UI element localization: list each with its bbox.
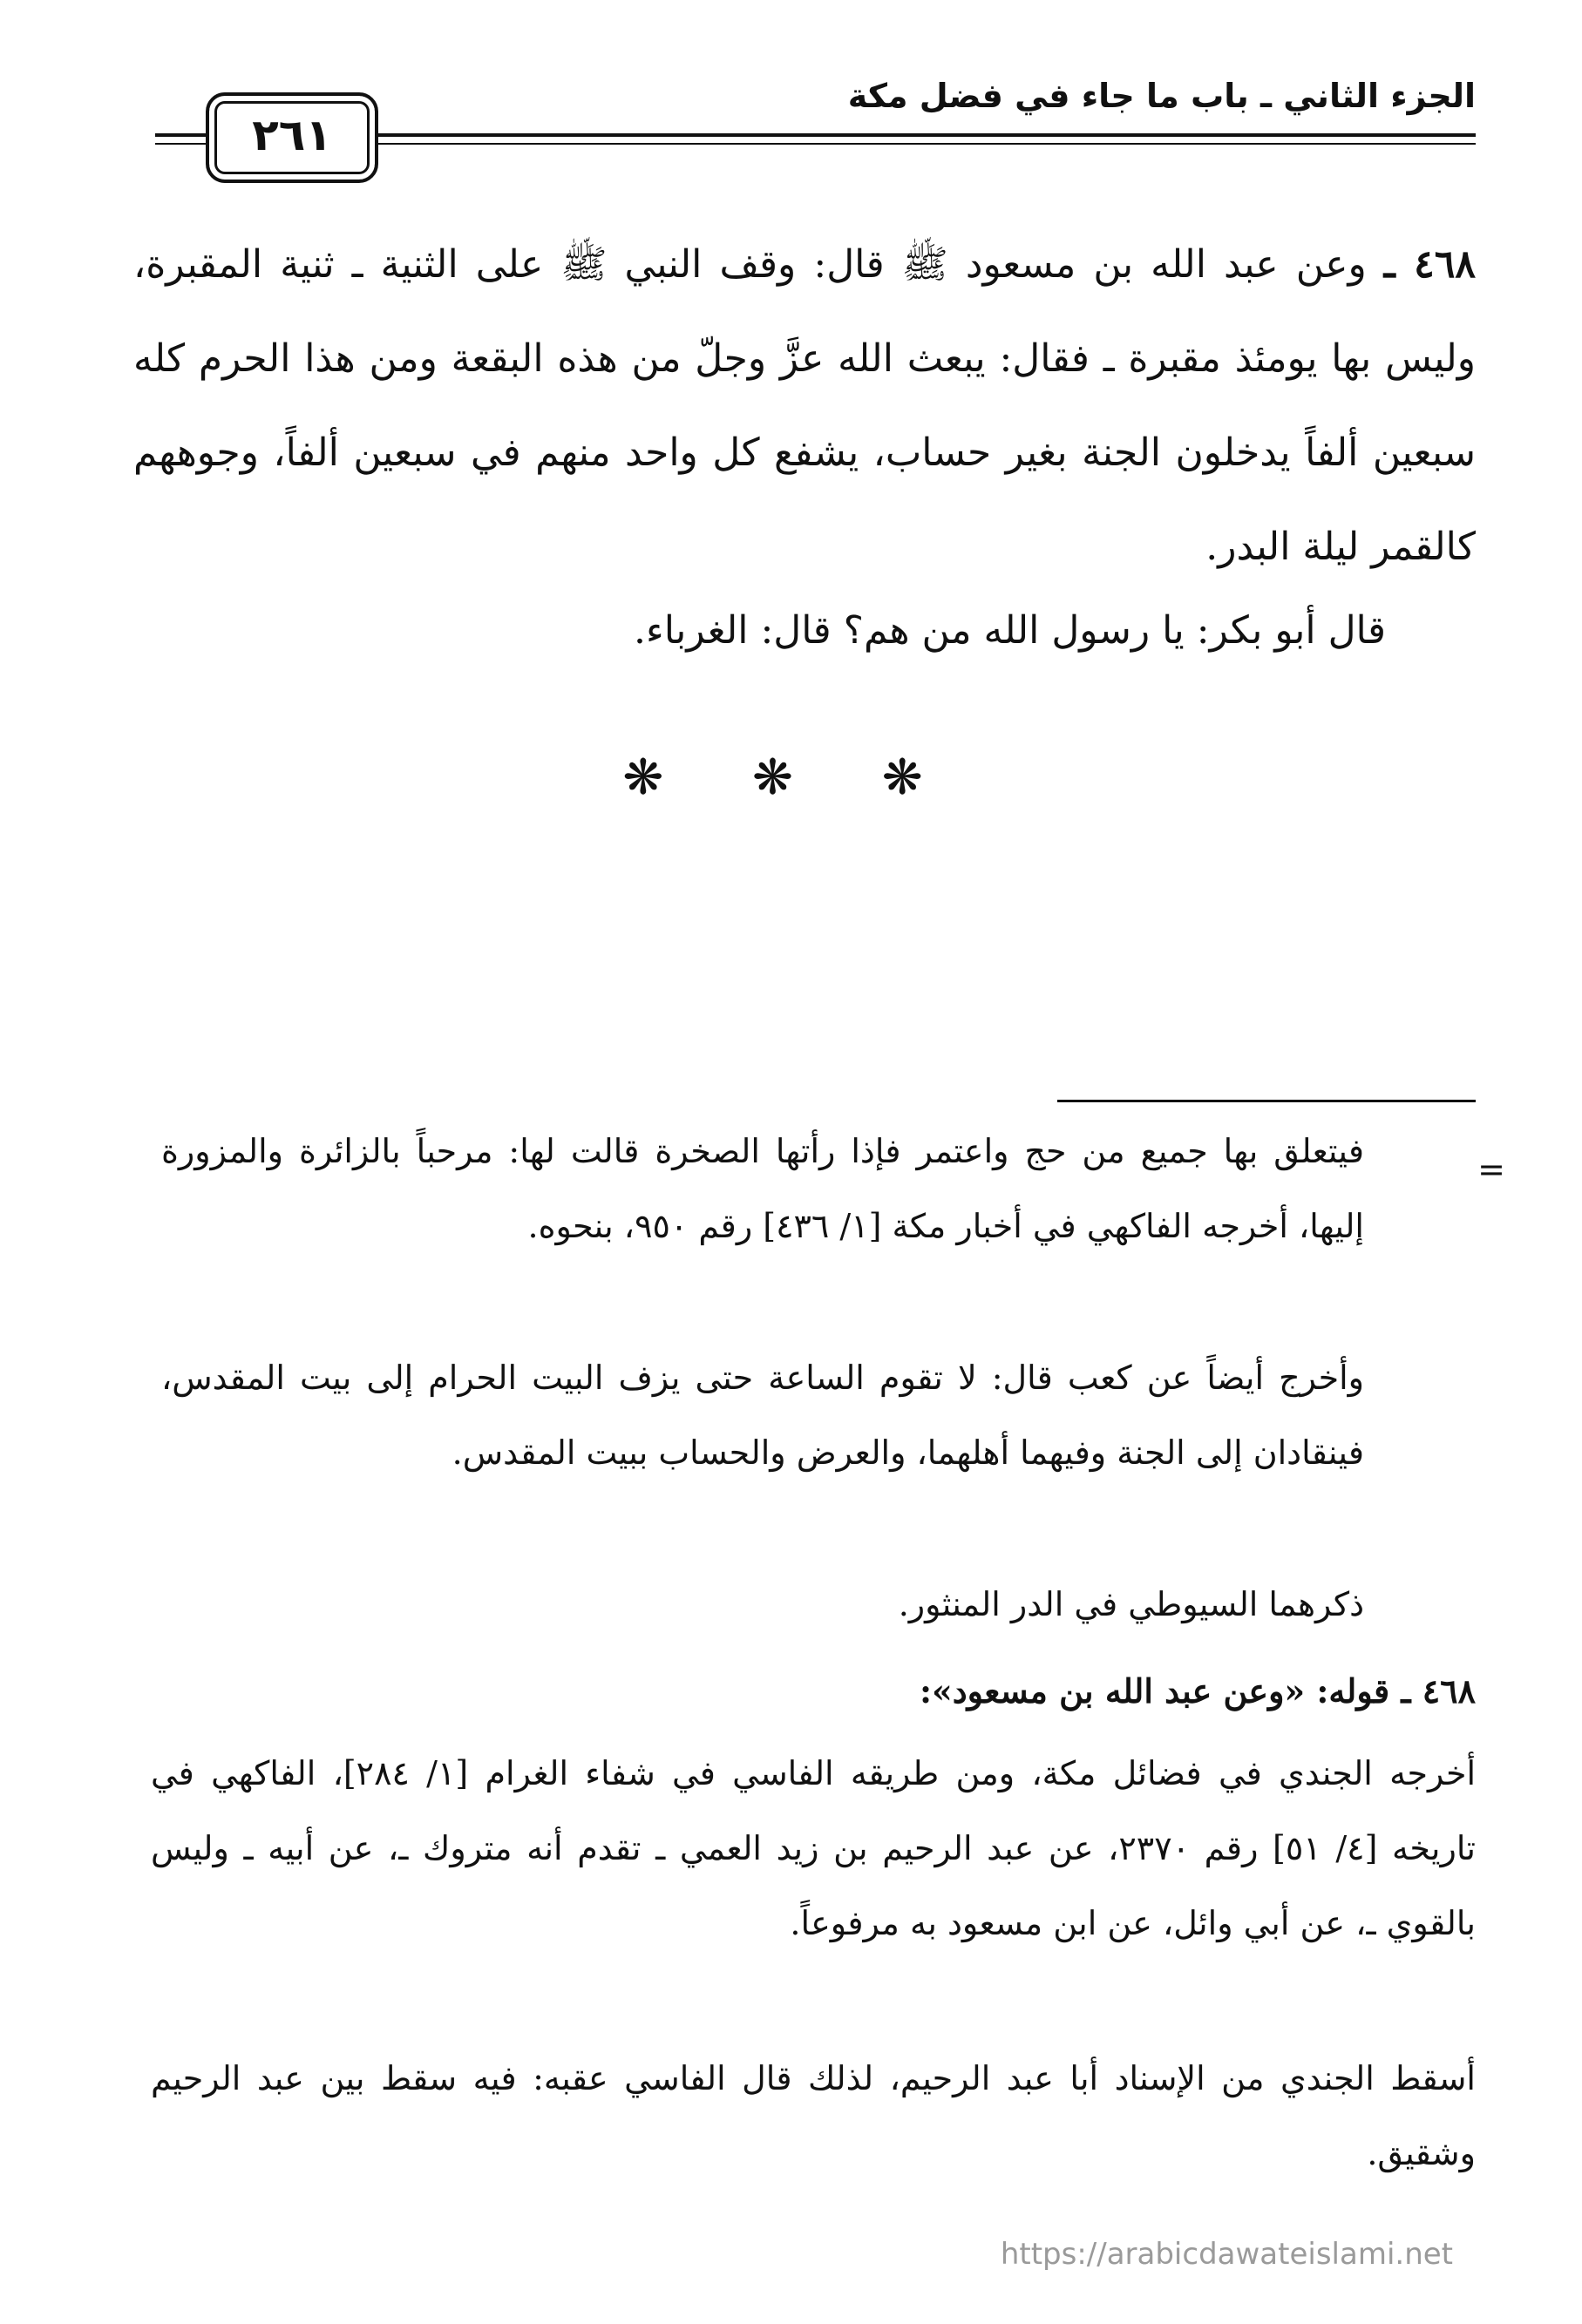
hadith-body: وعن عبد الله بن مسعود ﷺ قال: وقف النبي ﷺ على الثنية ـ ثنية المقبرة، وليس بها يومئذ مقبرة ـ فقال: يبعث الله عزَّ وجلّ من هذه البقعة ومن هذا الحرم كله سبعين ألفاً يدخلون الجنة بغير حساب، يشفع كل واحد منهم في سبعين ألفاً، وجوههم كالقمر ليلة البدر. <box>133 242 1476 569</box>
footnote-paragraph: ذكرهما السيوطي في الدر المنثور. <box>898 1585 1364 1623</box>
footnote-paragraph: أسقط الجندي من الإسناد أبا عبد الرحيم، لذلك قال الفاسي عقبه: فيه سقط بين عبد الرحيم وشقيق. <box>151 2059 1476 2172</box>
footnote-paragraph: أخرجه الجندي في فضائل مكة، ومن طريقه الفاسي في شفاء الغرام [١/ ٢٨٤]، الفاكهي في تاريخه [٤/ ٥١] رقم ٢٣٧٠، عن عبد الرحيم بن زيد العمي ـ تقدم أنه متروك ـ، عن أبيه ـ وليس بالقوي ـ، عن أبي وائل، عن ابن مسعود به مرفوعاً. <box>151 1754 1476 1942</box>
footnote-rule <box>1057 1100 1476 1102</box>
footnote-paragraph: فيتعلق بها جميع من حج واعتمر فإذا رأتها الصخرة قالت لها: مرحباً بالزائرة والمزورة إليها، أخرجه الفاكهي في أخبار مكة [١/ ٤٣٦] رقم ٩٥٠، بنحوه. <box>161 1132 1364 1245</box>
watermark-url: https://arabicdawateislami.net <box>1000 2237 1453 2272</box>
running-title: الجزء الثاني ـ باب ما جاء في فضل مكة <box>847 77 1476 115</box>
footnote-heading: ٤٦٨ ـ قوله: «وعن عبد الله بن مسعود»: <box>919 1671 1476 1711</box>
hadith-text <box>133 218 1476 594</box>
page-number: ٢٦١ <box>252 110 332 160</box>
page-number-frame <box>206 92 378 183</box>
hadith-question: قال أبو بكر: يا رسول الله من هم؟ قال: الغرباء. <box>634 608 1386 653</box>
footnote-paragraph: وأخرج أيضاً عن كعب قال: لا تقوم الساعة حتى يزف البيت الحرام إلى بيت المقدس، فينقادان إلى الجنة وفيهما أهلهما، والعرض والحساب ببيت المقدس. <box>161 1358 1364 1472</box>
footnote-continuation-mark: = <box>1477 1150 1505 1189</box>
hadith-number: ٤٦٨ ـ <box>1383 242 1476 287</box>
section-separator: ❋ ❋ ❋ <box>622 749 960 806</box>
